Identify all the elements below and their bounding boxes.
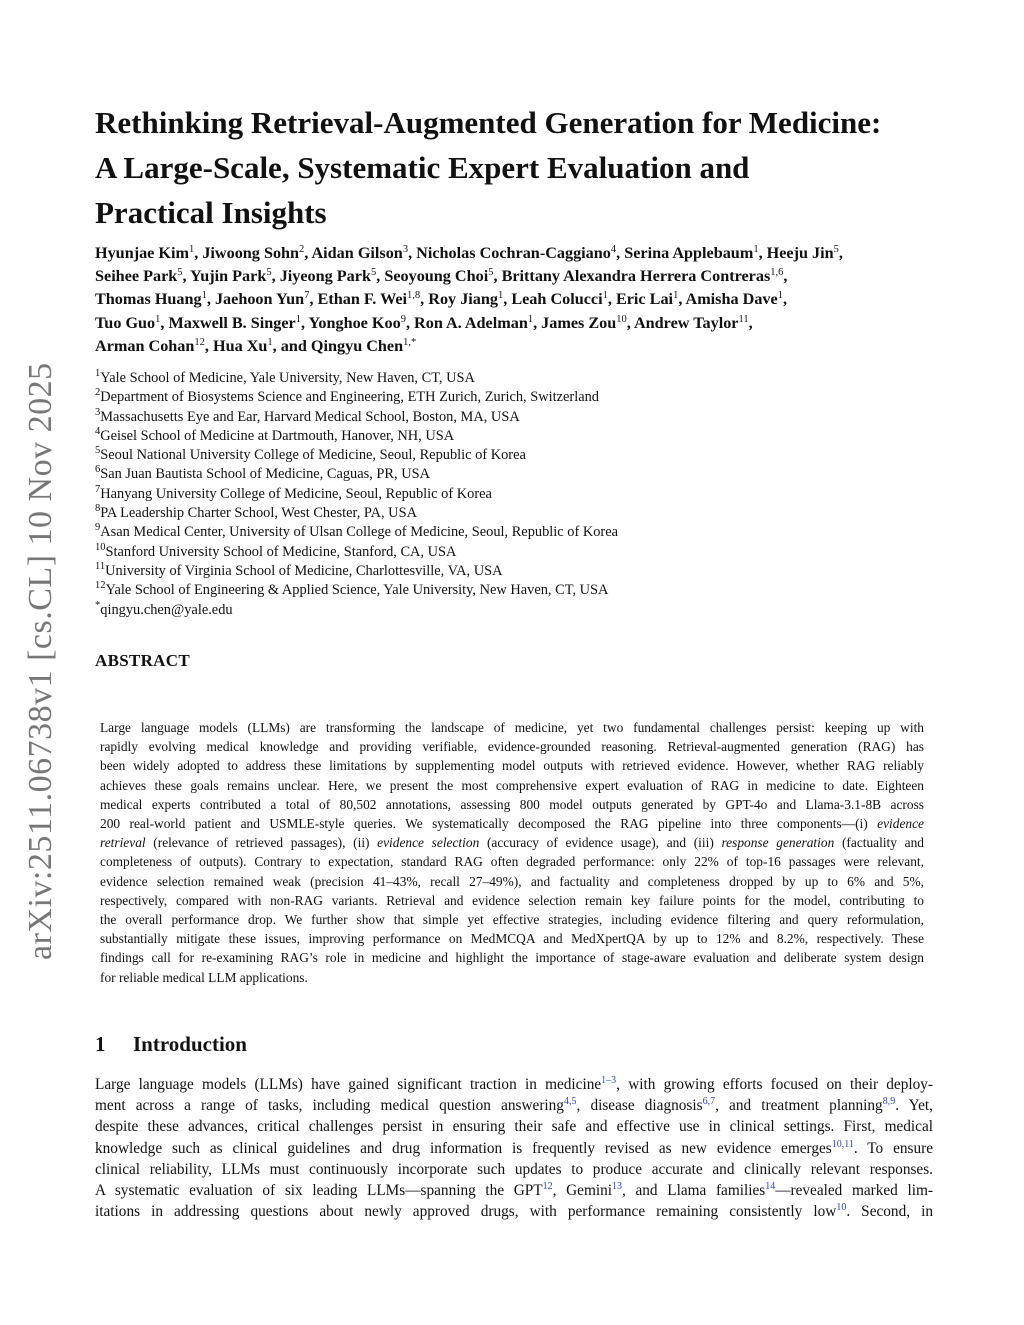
author-line — [95, 312, 945, 335]
affiliation-item — [95, 465, 945, 484]
abstract-line: the overall performance drop. We further show that simple yet effective strategies, including evidence filtering and query reformulation, — [100, 912, 924, 928]
affiliation-text: Asan Medical Center, University of Ulsan College of Medicine, Seoul, Republic of Korea — [100, 524, 619, 541]
affiliation-mark: 12 — [95, 580, 106, 592]
affiliation-list — [95, 369, 945, 620]
intro-text: A systematic evaluation of six leading LLMs—spanning the GPT — [95, 1182, 543, 1200]
author-name: , Roy Jiang — [420, 290, 498, 309]
affiliation-item — [95, 388, 945, 407]
affiliation-mark: 5 — [95, 445, 101, 457]
abstract-line: rapidly evolving medical knowledge and providing verifiable, evidence-grounded reasoning. Retrieval-augmented generation (RAG) has — [100, 739, 924, 755]
author-list — [95, 242, 945, 358]
affiliation-item — [95, 427, 945, 446]
author-name: , and Qingyu Chen — [272, 336, 404, 355]
affiliation-mark: 1 — [527, 313, 534, 325]
affiliation-text: Seoul National University College of Medicine, Seoul, Republic of Korea — [100, 447, 526, 464]
affiliation-mark: 5 — [488, 267, 494, 279]
affiliation-mark: 4 — [95, 425, 101, 437]
author-line — [95, 265, 945, 288]
author-name: , Aidan Gilson — [304, 244, 403, 262]
abstract-line: respectively, compared with non-RAG variants. Retrieval and evidence selection remain key failure points for the model, contributing to — [100, 892, 924, 908]
intro-text: , and Llama families — [622, 1182, 766, 1200]
intro-text: , Gemini — [552, 1182, 613, 1200]
affiliation-text: Stanford University School of Medicine, Stanford, CA, USA — [105, 543, 457, 560]
author-name: Seihee Park — [95, 267, 178, 286]
abstract-line: achieves these goals remains unclear. Here, we present the most comprehensive expert evaluation of RAG in medicine to date. Eighteen — [100, 777, 924, 793]
affiliation-mark: 6 — [95, 464, 101, 476]
intro-line: despite these advances, critical challenges persist in ensuring their safe and effective use in clinical settings. First, medical — [95, 1118, 933, 1136]
citation-link[interactable]: 8,9 — [882, 1096, 896, 1108]
intro-line — [95, 1095, 933, 1116]
affiliation-mark: 10 — [95, 541, 106, 553]
affiliation-mark: 1 — [201, 290, 207, 302]
affiliation-text: San Juan Bautista School of Medicine, Caguas, PR, USA — [100, 466, 431, 483]
abstract-line — [100, 814, 924, 833]
affiliation-text: University of Virginia School of Medicine, Charlottesville, VA, USA — [105, 562, 503, 579]
intro-text: . To ensure — [853, 1139, 933, 1157]
intro-text: . Second, in — [846, 1203, 933, 1221]
abstract-heading: ABSTRACT — [95, 651, 190, 670]
affiliation-text[interactable]: qingyu.chen@yale.edu — [100, 601, 233, 618]
affiliation-mark: 11 — [738, 313, 749, 325]
affiliation-item — [95, 408, 945, 427]
affiliation-mark: 1 — [155, 313, 161, 325]
author-separator: , — [748, 313, 753, 332]
intro-text: Large language models (LLMs) have gained significant traction in medicine — [95, 1076, 602, 1093]
affiliation-mark: 1 — [295, 313, 301, 325]
affiliation-mark: 1,6 — [770, 267, 784, 279]
intro-line — [95, 1180, 933, 1201]
intro-text: —revealed marked lim- — [775, 1182, 933, 1200]
affiliation-mark: 3 — [95, 406, 101, 418]
abstract-line: substantially mitigate these issues, improving performance on MedMCQA and MedXpertQA by up to 12% and 8.2%, respectively. These — [100, 931, 924, 947]
abstract-line: been widely adopted to address these limitations by supplementing model outputs with retrieved evidence. However, whether RAG reliably — [100, 758, 924, 774]
author-name: , James Zou — [533, 313, 617, 332]
author-name: , Ethan F. Wei — [309, 290, 408, 309]
affiliation-text: Yale School of Medicine, Yale University, New Haven, CT, USA — [100, 370, 475, 386]
author-name: , Amisha Dave — [678, 290, 778, 309]
affiliation-mark: 1 — [267, 336, 273, 348]
affiliation-mark: 12 — [194, 336, 205, 348]
author-name: , Jiyeong Park — [271, 267, 371, 286]
author-line — [95, 288, 945, 311]
author-name: , Nicholas Cochran-Caggiano — [408, 244, 611, 262]
author-name: , Heeju Jin — [758, 244, 834, 262]
affiliation-item — [95, 504, 945, 523]
affiliation-mark: 9 — [95, 522, 101, 534]
affiliation-mark: 1 — [188, 244, 195, 255]
citation-link[interactable]: 10,11 — [831, 1138, 854, 1150]
citation-link[interactable]: 6,7 — [702, 1096, 716, 1108]
abstract-line: evidence selection remained weak (precision 41–43%, recall 27–49%), and factuality and completeness dropped by up to 6% and 5%, — [100, 873, 924, 889]
author-name: Hyunjae Kim — [95, 244, 189, 262]
author-separator: , — [838, 244, 843, 262]
author-name: Thomas Huang — [95, 290, 202, 309]
intro-text: , disease diagnosis — [576, 1097, 703, 1115]
introduction-body — [95, 1074, 933, 1222]
affiliation-mark: 7 — [304, 290, 310, 302]
citation-link[interactable]: 13 — [612, 1181, 623, 1193]
author-name: , Serina Applebaum — [616, 244, 754, 262]
abstract-text: (factuality and — [834, 835, 924, 851]
intro-line — [95, 1074, 933, 1095]
affiliation-item — [95, 562, 945, 581]
intro-text: . Yet, — [895, 1097, 934, 1115]
author-name: , Yujin Park — [182, 267, 267, 286]
author-name: , Eric Lai — [607, 290, 674, 309]
affiliation-mark: 5 — [370, 267, 377, 279]
author-line — [95, 335, 945, 358]
affiliation-mark: 2 — [95, 387, 101, 399]
affiliation-mark: 8 — [95, 503, 101, 515]
intro-line: clinical reliability, LLMs must continuously incorporate such updates to produce accurate and clinically relevant responses. — [95, 1160, 933, 1178]
abstract-emphasis: retrieval — [100, 835, 146, 851]
citation-link[interactable]: 1–3 — [601, 1075, 617, 1086]
author-name: , Maxwell B. Singer — [160, 313, 296, 332]
affiliation-text: PA Leadership Charter School, West Chester, PA, USA — [100, 505, 417, 522]
author-name: , Ron A. Adelman — [405, 313, 528, 332]
author-name: , Andrew Taylor — [626, 313, 739, 332]
affiliation-mark: 2 — [299, 244, 305, 255]
affiliation-mark: 1 — [673, 290, 679, 302]
title-line: Rethinking Retrieval-Augmented Generation for Medicine: — [95, 105, 882, 140]
intro-line — [95, 1201, 933, 1222]
section-heading-introduction — [95, 1032, 247, 1057]
affiliation-item — [95, 543, 945, 562]
abstract-text: 200 real-world patient and USMLE-style queries. We systematically decomposed the RAG pipeline into three components—(i) — [100, 816, 878, 832]
affiliation-text: Geisel School of Medicine at Dartmouth, Hanover, NH, USA — [100, 427, 455, 444]
abstract-text: (accuracy of evidence usage), and (iii) — [479, 835, 722, 851]
intro-line — [95, 1138, 933, 1159]
affiliation-text: Yale School of Engineering & Applied Science, Yale University, New Haven, CT, USA — [105, 582, 609, 599]
abstract-line: Large language models (LLMs) are transforming the landscape of medicine, yet two fundamental challenges persist: keeping up with — [100, 720, 924, 735]
arxiv-identifier-stamp: arXiv:2511.06738v1 [cs.CL] 10 Nov 2025 — [22, 362, 59, 960]
affiliation-item — [95, 581, 945, 600]
intro-text: , with growing efforts focused on their deploy- — [616, 1076, 933, 1093]
affiliation-mark: 1 — [95, 368, 101, 379]
affiliation-mark: 5 — [177, 267, 183, 279]
citation-link[interactable]: 14 — [765, 1181, 776, 1193]
author-name: , Hua Xu — [204, 336, 268, 355]
affiliation-mark: 1,* — [403, 336, 417, 348]
affiliation-mark: 1,8 — [407, 290, 421, 302]
section-title: Introduction — [133, 1032, 247, 1056]
intro-text: ment across a range of tasks, including medical question answering — [95, 1097, 564, 1115]
affiliation-mark: * — [95, 599, 101, 611]
abstract-text: (relevance of retrieved passages), (ii) — [145, 835, 378, 851]
section-number: 1 — [95, 1032, 106, 1056]
affiliation-item — [95, 446, 945, 465]
affiliation-mark: 5 — [833, 244, 839, 255]
affiliation-mark: 1 — [777, 290, 783, 302]
abstract-body — [100, 718, 924, 987]
affiliation-mark: 10 — [616, 313, 627, 325]
affiliation-mark: 9 — [400, 313, 406, 325]
abstract-line: for reliable medical LLM applications. — [100, 969, 308, 985]
affiliation-mark: 1 — [497, 290, 504, 302]
citation-link[interactable]: 10 — [836, 1202, 847, 1214]
title-line: A Large-Scale, Systematic Expert Evaluation and — [95, 150, 750, 185]
author-line — [95, 242, 945, 265]
paper-title — [95, 100, 955, 235]
affiliation-mark: 1 — [602, 290, 608, 302]
intro-text: itations in addressing questions about newly approved drugs, with performance remaining consistently low — [95, 1203, 837, 1221]
citation-link[interactable]: 4,5 — [563, 1096, 577, 1108]
title-line: Practical Insights — [95, 195, 327, 230]
author-separator: , — [782, 290, 787, 309]
author-separator: , — [783, 267, 788, 286]
author-name: , Leah Colucci — [503, 290, 603, 309]
intro-text: , and treatment planning — [715, 1097, 883, 1115]
affiliation-item — [95, 523, 945, 542]
abstract-line: medical experts contributed a total of 80,502 annotations, assessing 800 model outputs generated by GPT-4o and Llama-3.1-8B across — [100, 796, 924, 812]
abstract-emphasis: evidence selection — [377, 835, 480, 851]
affiliation-item — [95, 601, 945, 620]
affiliation-text: Hanyang University College of Medicine, Seoul, Republic of Korea — [100, 485, 492, 502]
affiliation-mark: 3 — [402, 244, 409, 255]
affiliation-mark: 1 — [753, 244, 759, 255]
affiliation-item — [95, 485, 945, 504]
author-name: , Seoyoung Choi — [376, 267, 489, 286]
abstract-line — [100, 833, 924, 852]
author-name: , Jaehoon Yun — [206, 290, 305, 309]
author-name: , Jiwoong Sohn — [194, 244, 300, 262]
abstract-line: findings call for re-examining RAG’s role in medicine and highlight the importance of stage-aware evaluation and deliberate system design — [100, 950, 924, 966]
affiliation-mark: 11 — [95, 560, 106, 572]
abstract-emphasis: response generation — [721, 835, 835, 851]
affiliation-mark: 5 — [266, 267, 272, 279]
author-name: , Brittany Alexandra Herrera Contreras — [493, 267, 771, 286]
affiliation-mark: 4 — [610, 244, 617, 255]
affiliation-text: Department of Biosystems Science and Engineering, ETH Zurich, Zurich, Switzerland — [100, 389, 599, 406]
author-name: , Yonghoe Koo — [301, 313, 401, 332]
affiliation-text: Massachusetts Eye and Ear, Harvard Medical School, Boston, MA, USA — [100, 408, 520, 425]
affiliation-mark: 7 — [95, 483, 101, 495]
abstract-line: completeness of outputs). Contrary to expectation, standard RAG often degraded performance: only 22% of top-16 passages were relevant, — [100, 854, 924, 870]
author-name: Arman Cohan — [95, 336, 195, 355]
affiliation-item — [95, 369, 945, 388]
intro-text: knowledge such as clinical guidelines and drug information is frequently revised as new evidence emerges — [95, 1139, 832, 1157]
citation-link[interactable]: 12 — [542, 1181, 553, 1193]
abstract-emphasis: evidence — [877, 816, 924, 832]
author-name: Tuo Guo — [95, 313, 156, 332]
